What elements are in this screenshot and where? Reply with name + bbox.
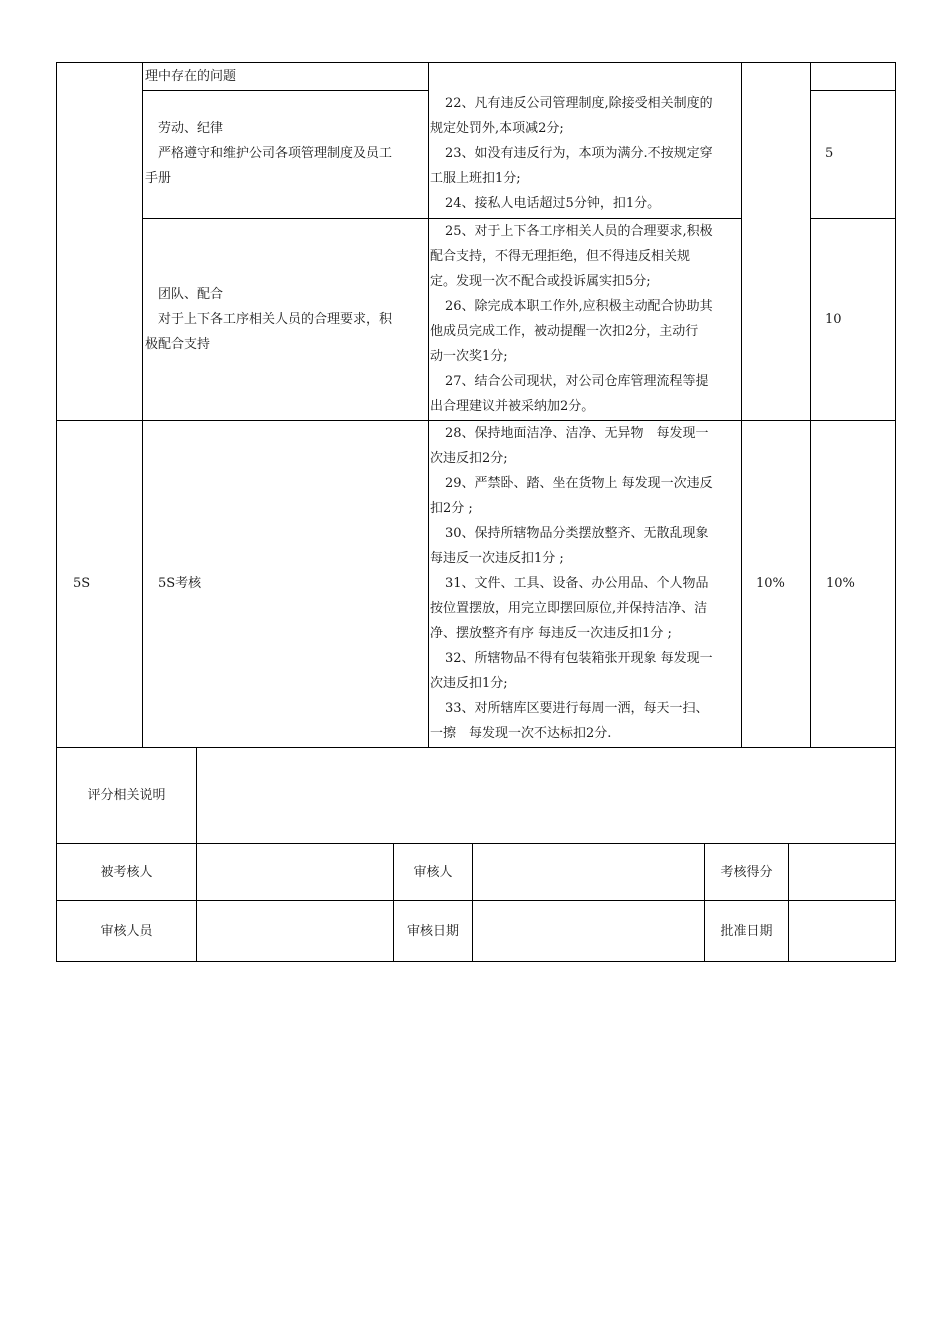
criteria-line: 24、接私人电话超过5分钟，扣1分。 bbox=[445, 196, 661, 211]
item-description: 理中存在的问题 bbox=[145, 69, 237, 84]
criteria-line: 每违反一次违反扣1分 ; bbox=[430, 551, 564, 566]
assessee-value-cell[interactable] bbox=[197, 844, 393, 900]
notes-value-cell[interactable] bbox=[197, 748, 895, 843]
approval-date-label-cell bbox=[705, 901, 788, 961]
assessment-score-value-cell[interactable] bbox=[789, 844, 895, 900]
criteria-line: 30、保持所辖物品分类摆放整齐、无散乱现象 bbox=[445, 526, 709, 541]
criteria-line: 净、摆放整齐有序 每违反一次违反扣1分 ; bbox=[430, 626, 672, 641]
criteria-line: 他成员完成工作，被动提醒一次扣2分，主动行 bbox=[430, 324, 699, 339]
item-description: 极配合支持 bbox=[145, 337, 211, 352]
item-title: 团队、配合 bbox=[158, 287, 224, 302]
score-value: 5 bbox=[825, 146, 834, 161]
criteria-line: 25、对于上下各工序相关人员的合理要求,积极 bbox=[445, 224, 713, 239]
weight-value: 10% bbox=[756, 576, 785, 591]
approval-date-value-cell[interactable] bbox=[789, 901, 895, 961]
criteria-line: 32、所辖物品不得有包装箱张开现象 每发现一 bbox=[445, 651, 713, 666]
category-label: 5S bbox=[73, 576, 91, 591]
criteria-line: 29、严禁卧、踏、坐在货物上 每发现一次违反 bbox=[445, 476, 713, 491]
criteria-line: 定。发现一次不配合或投诉属实扣5分; bbox=[430, 274, 651, 289]
score-cell bbox=[825, 307, 895, 332]
criteria-line: 31、文件、工具、设备、办公用品、个人物品 bbox=[445, 576, 709, 591]
score-value: 10 bbox=[825, 312, 842, 327]
criteria-line: 配合支持，不得无理拒绝，但不得违反相关规 bbox=[430, 249, 691, 264]
criteria-line: 26、除完成本职工作外,应积极主动配合协助其 bbox=[445, 299, 713, 314]
criteria-line: 23、如没有违反行为，本项为满分.不按规定穿 bbox=[445, 146, 713, 161]
item-title: 5S考核 bbox=[158, 576, 202, 591]
reviewer-label-cell bbox=[394, 844, 472, 900]
criteria-cell bbox=[429, 219, 741, 419]
review-date-label: 审核日期 bbox=[406, 923, 459, 939]
criteria-line: 扣2分 ; bbox=[430, 501, 473, 516]
criteria-line: 一擦 每发现一次不达标扣2分. bbox=[430, 726, 612, 741]
item-description: 对于上下各工序相关人员的合理要求，积 bbox=[158, 312, 393, 327]
criteria-line: 27、结合公司现状，对公司仓库管理流程等提 bbox=[445, 374, 709, 389]
item-title: 劳动、纪律 bbox=[158, 121, 224, 136]
assessment-score-label: 考核得分 bbox=[720, 864, 773, 880]
criteria-line: 工服上班扣1分; bbox=[430, 171, 521, 186]
score-cell bbox=[826, 571, 895, 596]
criteria-line: 规定处罚外,本项减2分; bbox=[430, 121, 564, 136]
item-description: 严格遵守和维护公司各项管理制度及员工 bbox=[158, 146, 393, 161]
assessment-score-label-cell bbox=[705, 844, 788, 900]
review-staff-value-cell[interactable] bbox=[197, 901, 393, 961]
assessee-label: 被考核人 bbox=[100, 864, 153, 880]
criteria-line: 22、凡有违反公司管理制度,除接受相关制度的 bbox=[445, 96, 713, 111]
item-cell bbox=[143, 282, 428, 357]
criteria-line: 出合理建议并被采纳加2分。 bbox=[430, 399, 595, 414]
criteria-line: 次违反扣2分; bbox=[430, 451, 508, 466]
assessee-label-cell bbox=[57, 844, 196, 900]
score-cell bbox=[825, 141, 895, 166]
criteria-line: 按位置摆放，用完立即摆回原位,并保持洁净、洁 bbox=[430, 601, 708, 616]
criteria-line: 次违反扣1分; bbox=[430, 676, 508, 691]
item-cell bbox=[143, 116, 428, 191]
criteria-line: 28、保持地面洁净、洁净、无异物 每发现一 bbox=[445, 426, 709, 441]
criteria-line: 动一次奖1分; bbox=[430, 349, 508, 364]
criteria-line: 33、对所辖库区要进行每周一洒，每天一扫、 bbox=[445, 701, 709, 716]
item-cell bbox=[158, 571, 428, 596]
approval-date-label: 批准日期 bbox=[720, 923, 773, 939]
notes-label: 评分相关说明 bbox=[87, 788, 166, 803]
review-date-label-cell bbox=[394, 901, 472, 961]
item-description: 手册 bbox=[145, 171, 172, 186]
review-date-value-cell[interactable] bbox=[473, 901, 704, 961]
category-cell bbox=[73, 571, 142, 596]
score-value: 10% bbox=[826, 576, 855, 591]
notes-label-cell bbox=[57, 748, 196, 843]
reviewer-value-cell[interactable] bbox=[473, 844, 704, 900]
review-staff-label-cell bbox=[57, 901, 196, 961]
reviewer-label: 审核人 bbox=[413, 864, 453, 880]
weight-cell bbox=[756, 571, 810, 596]
review-staff-label: 审核人员 bbox=[100, 923, 153, 939]
criteria-cell bbox=[429, 421, 741, 746]
table-row bbox=[143, 63, 428, 90]
criteria-cell bbox=[429, 91, 741, 216]
